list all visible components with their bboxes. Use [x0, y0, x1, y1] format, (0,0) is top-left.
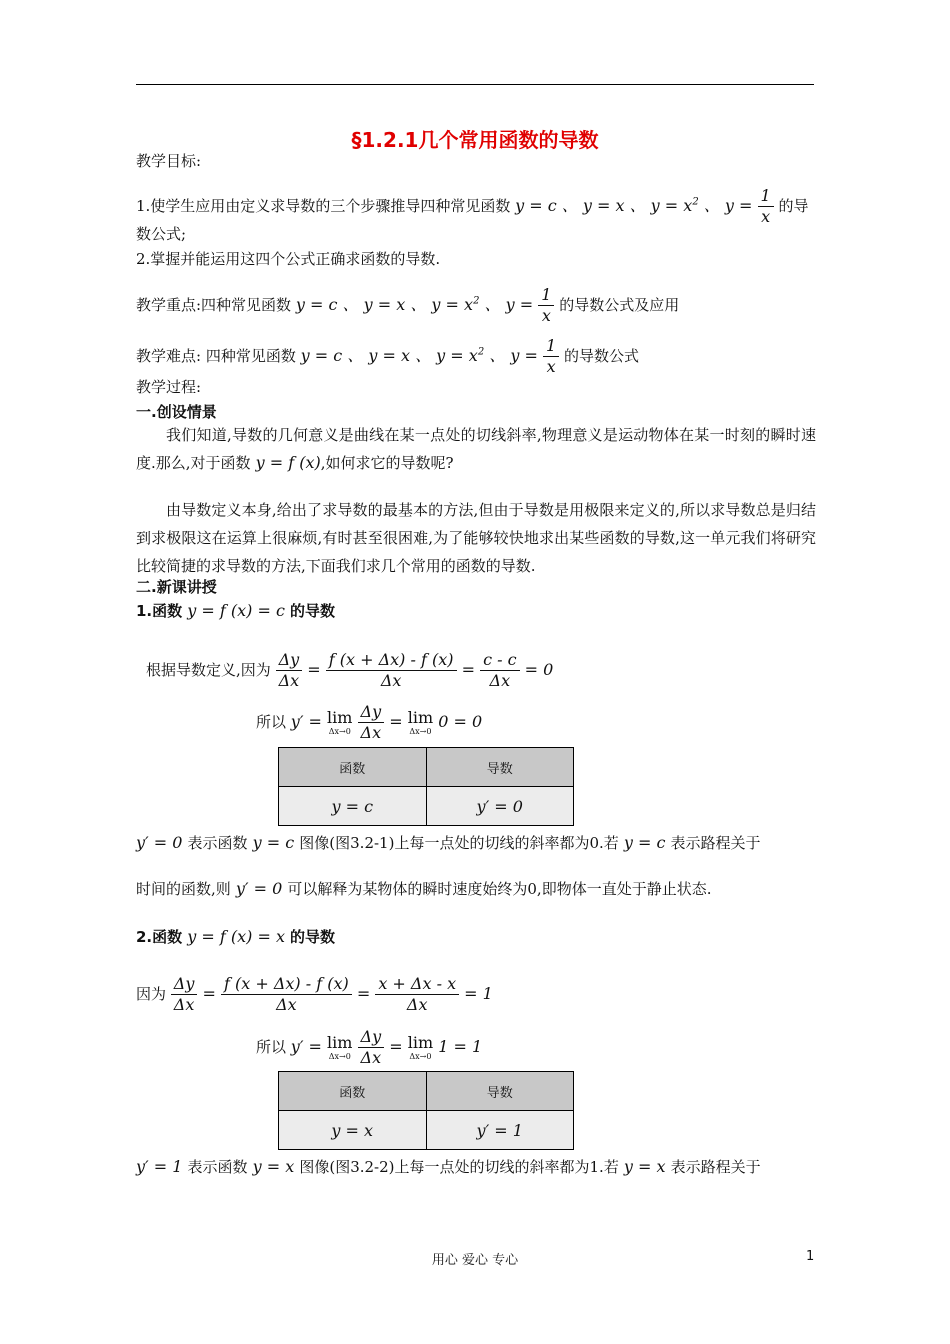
formula-list: y = c 、 y = x 、 $y = x^2$ 、 y = $\frac{1}{x}$ [515, 196, 774, 215]
heading-1 [136, 601, 335, 621]
table-header-func: 函数 [279, 1072, 427, 1111]
formula-list: y = c 、 y = x 、 $y = x^2$ 、 y = $\frac{1}{x}$ [296, 295, 555, 314]
diff-label: 教学难点: 四种常见函数 [136, 347, 296, 365]
section-1-heading: 一.创设情景 [136, 403, 217, 421]
formula-yc-2: y = c [618, 833, 671, 852]
section-2-heading: 二.新课讲授 [136, 578, 217, 596]
deriv-2-formula: $\frac{\Delta y}{\Delta x}$ = $\frac{f (x + \Delta x) - f (x)}{\Delta x}$ = $\frac{x + \Delta x - x}{\Delta x}$ = 1 [171, 984, 493, 1003]
table-cell-deriv: y′ = 0 [426, 787, 574, 826]
h2-b: 的导数 [290, 928, 336, 946]
diff-tail: 的导数公式 [563, 347, 639, 365]
h1-b: 的导数 [289, 602, 335, 620]
formula-yp0-2: y′ = 0 [230, 879, 288, 898]
derivation-1 [146, 648, 553, 692]
formula-const: y = f (x) = c [182, 601, 290, 620]
e1-d: 时间的函数,则 [136, 880, 231, 898]
deriv-1-formula: $\frac{\Delta y}{\Delta x}$ = $\frac{f (x + \Delta x) - f (x)}{\Delta x}$ = $\frac{c - c}{\Delta x}$ = 0 [276, 660, 554, 679]
formula-yx-2: y = x [618, 1157, 671, 1176]
header-rule [136, 84, 814, 85]
limit-1-formula: y′ = lim Δx→0 $\frac{\Delta y}{\Delta x}$ = lim Δx→0 0 = 0 [290, 702, 483, 742]
explain-1 [136, 828, 761, 858]
explain-2 [136, 1152, 761, 1182]
p1-line-a: 我们知道,导数的几何意义是曲线在某一点处的切线斜率,物理意义是运动物体在某一 [166, 426, 725, 444]
difficulty [136, 336, 639, 377]
formula-yc: y = c [247, 833, 300, 852]
formula-yp0: y′ = 0 [136, 833, 188, 852]
deriv-2-intro: 因为 [136, 985, 167, 1003]
explain-1-cont [136, 874, 711, 904]
paragraph-2: 由导数定义本身,给出了求导数的最基本的方法,但由于导数是用极限来定义的,所以求导数总是归结到求极限这在运算上很麻烦,有时甚至很困难,为了能够较快地求出某些函数的导数,这一单元我们将研究比较简捷的求导数的方法,下面我们求几个常用的函数的导数. [136, 501, 816, 575]
key-point [136, 285, 679, 326]
p1-line-c: ,如何求它的导数呢? [320, 454, 454, 472]
h1-a: 1.函数 [136, 602, 183, 620]
goal-1 [136, 186, 808, 227]
formula-yx: y = x [247, 1157, 300, 1176]
key-tail: 的导数公式及应用 [559, 296, 680, 314]
limit-2-formula: y′ = lim Δx→0 $\frac{\Delta y}{\Delta x}$ = lim Δx→0 1 = 1 [290, 1027, 483, 1067]
formula-yp1: y′ = 1 [136, 1157, 188, 1176]
goals-heading: 教学目标: [136, 152, 202, 170]
page-number: 1 [806, 1249, 815, 1264]
e2-c: 表示路程关于 [670, 1158, 761, 1176]
table-header-deriv: 导数 [426, 748, 574, 787]
limit-1 [256, 700, 482, 744]
page-title: §1.2.1几个常用函数的导数 [351, 128, 599, 152]
formula-list: y = c 、 y = x 、 $y = x^2$ 、 y = $\frac{1}{x}$ [301, 346, 560, 365]
h2-a: 2.函数 [136, 928, 183, 946]
formula-f: y = f (x) [250, 453, 321, 472]
e1-e: 可以解释为某物体的瞬时速度始终为0,即物体一直处于静止状态. [287, 880, 712, 898]
e1-b: 图像(图3.2-1)上每一点处的切线的斜率都为0.若 [299, 834, 619, 852]
deriv-1-intro: 根据导数定义,因为 [146, 661, 271, 679]
limit-2 [256, 1025, 482, 1069]
heading-2 [136, 927, 335, 947]
e2-a: 表示函数 [187, 1158, 248, 1176]
table-header-func: 函数 [279, 748, 427, 787]
formula-ident: y = f (x) = x [182, 927, 291, 946]
derivative-table-2 [278, 1071, 574, 1150]
goal-1-tail: 的导 [778, 197, 809, 215]
table-cell-func: y = c [279, 787, 427, 826]
e1-c: 表示路程关于 [670, 834, 761, 852]
derivation-2 [136, 972, 493, 1016]
e1-a: 表示函数 [187, 834, 248, 852]
goal-1-text: 1.使学生应用由定义求导数的三个步骤推导四种常见函数 [136, 197, 511, 215]
goal-2: 2.掌握并能运用这四个公式正确求函数的导数. [136, 250, 441, 268]
key-label: 教学重点:四种常见函数 [136, 296, 292, 314]
page-footer: 用心 爱心 专心 [431, 1253, 519, 1268]
so-label-1: 所以 [256, 713, 287, 731]
goal-1-cont: 数公式; [136, 225, 187, 243]
p1-line-b: 时刻的瞬时速度.那么,对于函数 [136, 426, 816, 472]
table-cell-deriv: y′ = 1 [426, 1111, 574, 1150]
paragraph-1 [136, 421, 816, 477]
e2-b: 图像(图3.2-2)上每一点处的切线的斜率都为1.若 [299, 1158, 619, 1176]
process-heading: 教学过程: [136, 378, 202, 396]
derivative-table-1 [278, 747, 574, 826]
so-label-2: 所以 [256, 1038, 287, 1056]
table-header-deriv: 导数 [426, 1072, 574, 1111]
table-cell-func: y = x [279, 1111, 427, 1150]
